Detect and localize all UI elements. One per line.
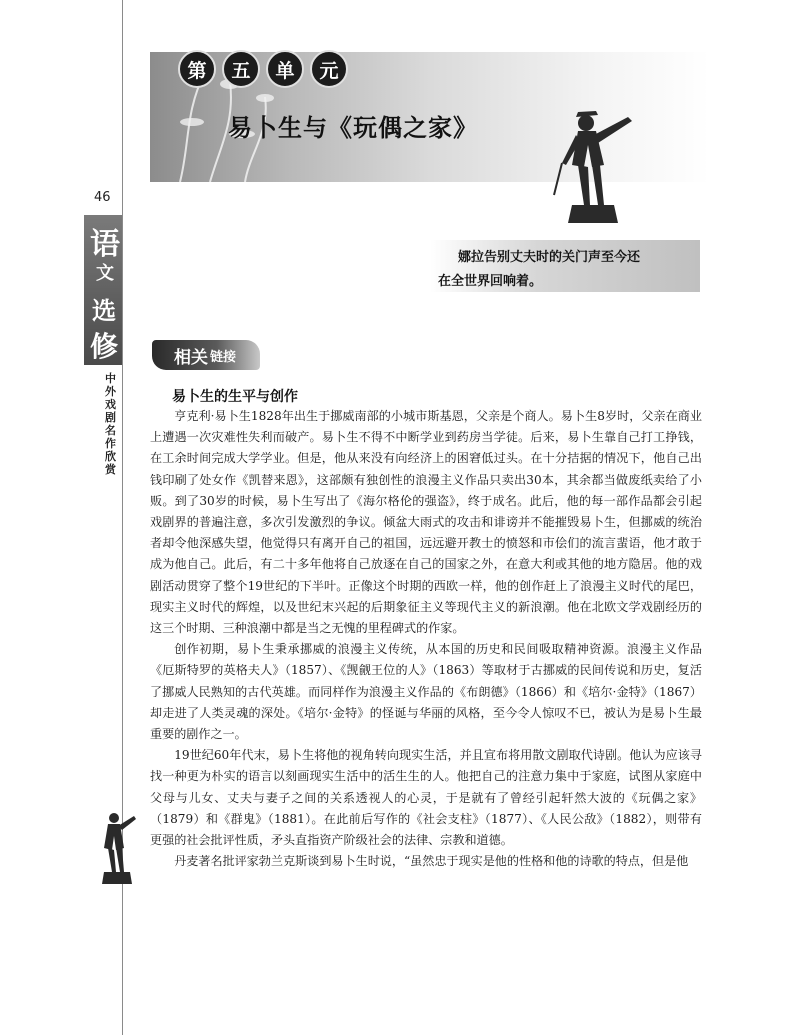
statue-illustration bbox=[548, 105, 648, 230]
paragraph: 亨克利·易卜生1828年出生于挪威南部的小城市斯基恩，父亲是个商人。易卜生8岁时，父亲在商业上遭遇一次灾难性失利而破产。易卜生不得不中断学业到药房当学徒。后来，易卜生靠自己打工挣钱，在工余时间完成大学学业。但是，他从来没有向经济上的困窘低过头。在十分拮据的情况下，他自己出钱印刷了处女作《凯替来恩》，这部颇有独创性的浪漫主义作品只卖出30本，其余都当做废纸卖给了小贩。到了30岁的时候，易卜生写出了《海尔格伦的强盗》，终于成名。此后，他的每一部作品都会引起戏剧界的普遍注意，多次引发激烈的争议。倾盆大雨式的攻击和诽谤并不能摧毁易卜生，但挪威的统治者却令他深感失望，他觉得只有离开自己的祖国，远远避开教士的愤怒和市侩们的流言蜚语，他才敢于成为他自己。此后，有二十多年他将自己放逐在自己的国家之外，在意大利或其他的地方隐居。他的戏剧活动贯穿了整个19世纪的下半叶。正像这个时期的西欧一样，他的创作赶上了浪漫主义时代的尾巴，现实主义时代的辉煌，以及世纪末兴起的后期象征主义等现代主义的新浪潮。他在北欧文学戏剧经历的这三个时期、三种浪潮中都是当之无愧的里程碑式的作家。 bbox=[150, 409, 702, 636]
related-links-label: 相关 bbox=[174, 347, 208, 368]
related-links-sub-label: 链接 bbox=[210, 349, 237, 365]
unit-label-char: 单 bbox=[266, 50, 304, 88]
side-tab-char-1: 语 bbox=[90, 227, 120, 262]
unit-label-char: 五 bbox=[222, 50, 260, 88]
side-tab-char-3: 选 bbox=[92, 296, 116, 325]
page-title: 易卜生与《玩偶之家》 bbox=[228, 113, 478, 142]
side-tab-char-2: 文 bbox=[96, 263, 114, 284]
side-tab bbox=[84, 215, 122, 365]
paragraph: 丹麦著名批评家勃兰克斯谈到易卜生时说，“虽然忠于现实是他的性格和他的诗歌的特点，但是他 bbox=[174, 854, 689, 869]
quote-line-2: 在全世界回响着。 bbox=[438, 274, 543, 289]
side-tab-char-4: 修 bbox=[90, 330, 119, 363]
series-title-vertical: 中外戏剧名作欣赏 bbox=[105, 372, 116, 476]
paragraph: 19世纪60年代末，易卜生将他的视角转向现实生活，并且宣布将用散文剧取代诗剧。他认为应该寻找一种更为朴实的语言以刻画现实生活中的活生生的人。他把自己的注意力集中于家庭，试图从家庭中父母与儿女、丈夫与妻子之间的关系透视人的心灵，于是就有了曾经引起轩然大波的《玩偶之家》（1879）和《群鬼》（1881）。在此前后写作的《社会支柱》（1877）、《人民公敌》（1882），则带有更强的社会批评性质，矛头直指资产阶级社会的法律、宗教和道德。 bbox=[150, 748, 702, 848]
unit-label-char: 元 bbox=[310, 50, 348, 88]
paragraph: 创作初期，易卜生秉承挪威的浪漫主义传统，从本国的历史和民间吸取精神资源。浪漫主义作品《厄斯特罗的英格夫人》（1857）、《觊觎王位的人》（1863）等取材于古挪威的民间传说和历史，复活了挪威人民熟知的古代英雄。而同样作为浪漫主义作品的《布朗德》（1866）和《培尔·金特》（1867）却走进了人类灵魂的深处。《培尔·金特》的怪诞与华丽的风格，至今令人惊叹不已，被认为是易卜生最重要的剧作之一。 bbox=[150, 642, 702, 742]
related-links-tag bbox=[152, 340, 260, 370]
unit-label bbox=[178, 50, 348, 88]
section-heading: 易卜生的生平与创作 bbox=[172, 389, 298, 405]
unit-label-char: 第 bbox=[178, 50, 216, 88]
quote-line-1: 娜拉告别丈夫时的关门声至今还 bbox=[458, 250, 641, 265]
page-number: 46 bbox=[94, 190, 111, 205]
small-statue-illustration bbox=[98, 808, 138, 888]
article-body bbox=[150, 406, 702, 872]
